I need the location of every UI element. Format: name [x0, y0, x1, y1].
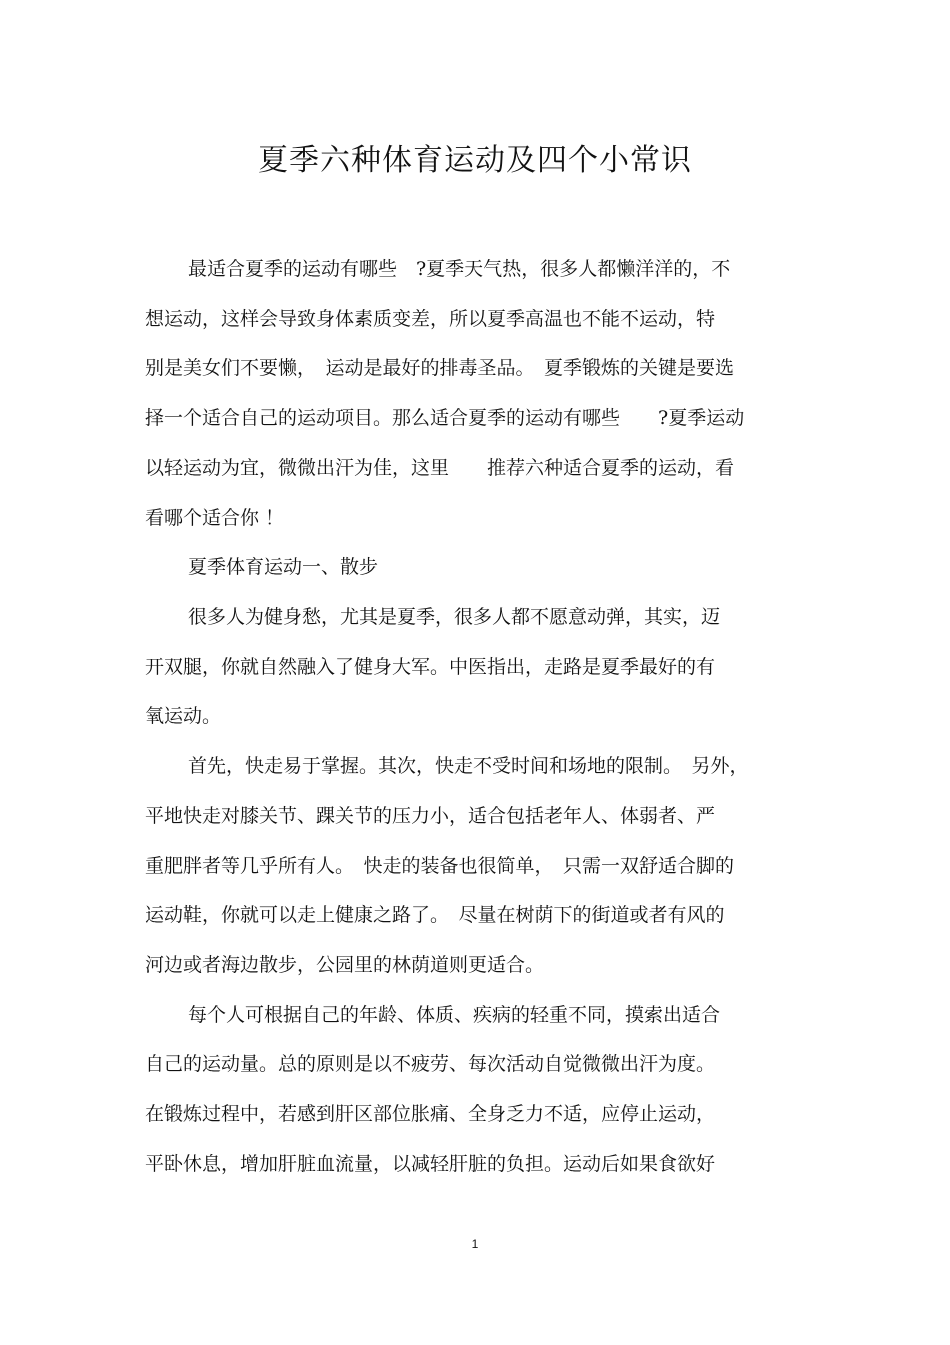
paragraph-line: 首先，快走易于掌握。其次，快走不受时间和场地的限制。 另外，: [188, 755, 749, 777]
paragraph-line: 择一个适合自己的运动项目。那么适合夏季的运动有哪些 ?夏季运动: [145, 407, 745, 429]
paragraph-line: 以轻运动为宜，微微出汗为佳，这里 推荐六种适合夏季的运动，看: [145, 457, 735, 479]
paragraph-line: 很多人为健身愁，尤其是夏季，很多人都不愿意动弹，其实，迈: [188, 606, 721, 628]
paragraph-line: 最适合夏季的运动有哪些 ?夏季天气热，很多人都懒洋洋的，不: [188, 258, 731, 280]
page-number: 1: [471, 1237, 479, 1251]
paragraph-line: 在锻炼过程中，若感到肝区部位胀痛、全身乏力不适，应停止运动，: [145, 1103, 716, 1125]
paragraph-line: 想运动，这样会导致身体素质变差，所以夏季高温也不能不运动，特: [145, 308, 716, 330]
paragraph-line: 别是美女们不要懒， 运动是最好的排毒圣品。 夏季锻炼的关键是要选: [145, 357, 735, 379]
paragraph-line: 平卧休息，增加肝脏血流量，以减轻肝脏的负担。运动后如果食欲好: [145, 1153, 716, 1175]
paragraph-line: 自己的运动量。总的原则是以不疲劳、每次活动自觉微微出汗为度。: [145, 1053, 716, 1075]
paragraph-line: 每个人可根据自己的年龄、体质、疾病的轻重不同，摸索出适合: [188, 1004, 721, 1026]
paragraph-line: 开双腿，你就自然融入了健身大军。中医指出，走路是夏季最好的有: [145, 656, 716, 678]
paragraph-line: 重肥胖者等几乎所有人。 快走的装备也很简单， 只需一双舒适合脚的: [145, 855, 735, 877]
document-title: 夏季六种体育运动及四个小常识: [258, 143, 692, 178]
section-heading: 夏季体育运动一、散步: [188, 556, 379, 578]
paragraph-line: 氧运动。: [145, 705, 222, 727]
paragraph-line: 河边或者海边散步，公园里的林荫道则更适合。: [145, 954, 545, 976]
paragraph-line: 运动鞋，你就可以走上健康之路了。 尽量在树荫下的街道或者有风的: [145, 904, 725, 926]
paragraph-line: 平地快走对膝关节、踝关节的压力小，适合包括老年人、体弱者、严: [145, 805, 716, 827]
paragraph-line: 看哪个适合你 ！: [145, 507, 285, 529]
